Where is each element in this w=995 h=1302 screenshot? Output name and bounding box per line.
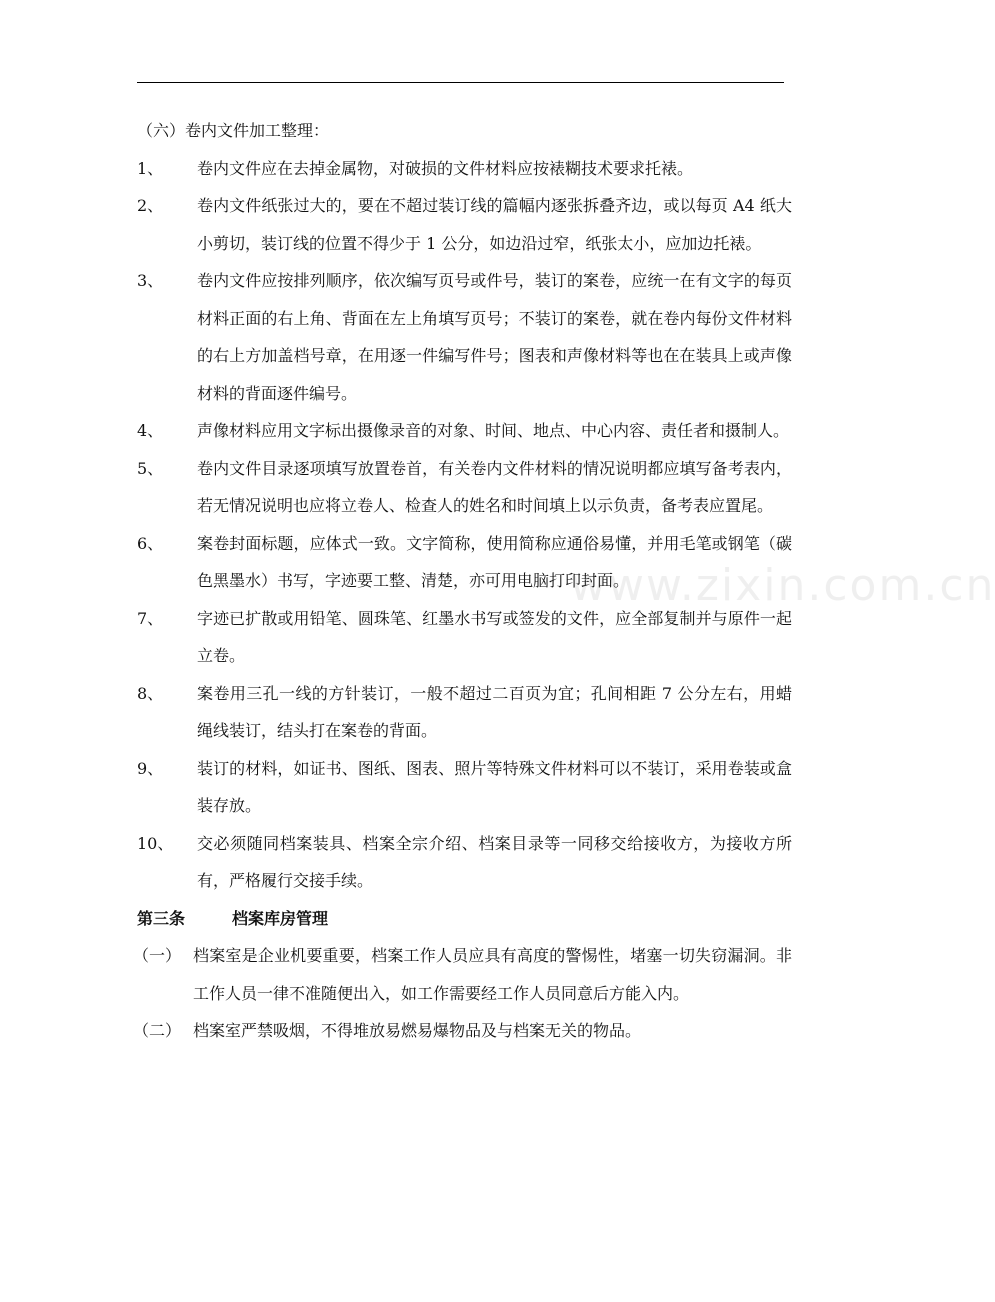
paragraph-text: 档案室是企业机要重要，档案工作人员应具有高度的警惕性，堵塞一切失窃漏洞。非工作人员一律不准随便出入，如工作需要经工作人员同意后方能入内。 bbox=[193, 946, 792, 1003]
item-number: 1、 bbox=[137, 158, 164, 178]
watermark: www.zixin.com.cn bbox=[570, 560, 995, 611]
item-text: 交必须随同档案装具、档案全宗介绍、档案目录等一同移交给接收方，为接收方所有，严格履行交接手续。 bbox=[197, 833, 792, 890]
list-item bbox=[137, 675, 792, 750]
list-item bbox=[137, 600, 792, 675]
item-number: 4、 bbox=[137, 421, 164, 440]
item-text: 案卷封面标题，应体式一致。文字简称，使用简称应通俗易懂，并用毛笔或钢笔（碳色黑墨水）书写，字迹要工整、清楚，亦可用电脑打印封面。 bbox=[197, 533, 792, 590]
list-item bbox=[137, 262, 792, 412]
paragraph-number: （二） bbox=[133, 1021, 182, 1040]
item-text: 卷内文件纸张过大的，要在不超过装订线的篇幅内逐张拆叠齐边，或以每页 A4 纸大小剪切，装订线的位置不得少于 1 公分，如边沿过窄，纸张太小，应加边托裱。 bbox=[197, 196, 792, 253]
item-number: 9、 bbox=[137, 758, 164, 778]
item-text: 装订的材料，如证书、图纸、图表、照片等特殊文件材料可以不装订，采用卷装或盒装存放。 bbox=[197, 758, 792, 815]
item-text: 卷内文件目录逐项填写放置卷首，有关卷内文件材料的情况说明都应填写备考表内，若无情况说明也应将立卷人、检查人的姓名和时间填上以示负责，备考表应置尾。 bbox=[197, 458, 792, 515]
paragraph-text: 档案室严禁吸烟，不得堆放易燃易爆物品及与档案无关的物品。 bbox=[193, 1021, 642, 1040]
paragraph bbox=[133, 1012, 792, 1050]
item-number: 8、 bbox=[137, 683, 164, 703]
article-title: 档案库房管理 bbox=[232, 908, 329, 928]
list-item bbox=[137, 825, 792, 900]
item-text: 字迹已扩散或用铅笔、圆珠笔、红墨水书写或签发的文件，应全部复制并与原件一起立卷。 bbox=[197, 608, 792, 665]
item-number: 7、 bbox=[137, 608, 164, 628]
list-item bbox=[137, 450, 792, 525]
paragraph-number: （一） bbox=[133, 946, 182, 965]
list-item bbox=[137, 150, 792, 188]
document-body bbox=[133, 112, 792, 1050]
list-item bbox=[137, 750, 792, 825]
list-item bbox=[137, 412, 792, 450]
item-text: 声像材料应用文字标出摄像录音的对象、时间、地点、中心内容、责任者和摄制人。 bbox=[197, 421, 790, 440]
article-number: 第三条 bbox=[137, 908, 186, 928]
item-number: 5、 bbox=[137, 458, 164, 478]
item-number: 2、 bbox=[137, 196, 164, 215]
header-rule bbox=[137, 82, 784, 83]
list-item bbox=[137, 525, 792, 600]
item-number: 6、 bbox=[137, 533, 164, 553]
item-text: 卷内文件应在去掉金属物，对破损的文件材料应按裱糊技术要求托裱。 bbox=[197, 158, 694, 178]
paragraph bbox=[133, 937, 792, 1012]
item-number: 3、 bbox=[137, 271, 164, 290]
section-heading: （六）卷内文件加工整理： bbox=[137, 121, 330, 140]
item-text: 卷内文件应按排列顺序，依次编写页号或件号，装订的案卷，应统一在有文字的每页材料正面的右上角、背面在左上角填写页号；不装订的案卷，就在卷内每份文件材料的右上方加盖档号章，在用逐一件编写件号；图表和声像材料等也在在装具上或声像材料的背面逐件编号。 bbox=[197, 271, 792, 403]
item-number: 10、 bbox=[137, 833, 174, 853]
article-heading bbox=[137, 900, 792, 938]
list-item bbox=[137, 187, 792, 262]
item-text: 案卷用三孔一线的方针装订，一般不超过二百页为宜；孔间相距 7 公分左右，用蜡绳线装订，结头打在案卷的背面。 bbox=[197, 683, 792, 740]
